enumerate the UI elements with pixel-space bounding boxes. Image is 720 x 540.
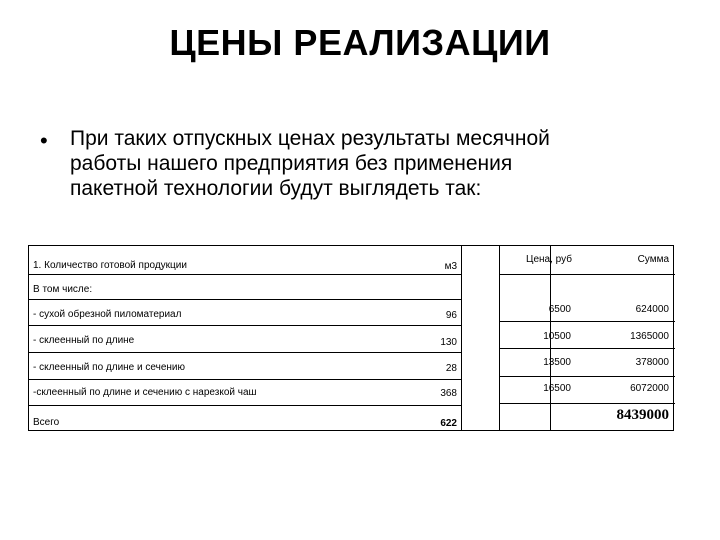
table-row-label: -склеенный по длине и сечению с нарезкой чаш [33, 387, 257, 398]
table-row-sum: 6072000 [630, 383, 669, 394]
bullet-line: работы нашего предприятия без применения [70, 152, 513, 175]
grid-line [29, 352, 461, 353]
total-qty: 622 [440, 418, 457, 429]
grid-line [29, 325, 461, 326]
grid-line [461, 246, 462, 430]
sum-header: Сумма [637, 254, 669, 265]
table-row-price: 16500 [543, 383, 571, 394]
grid-line [29, 379, 461, 380]
page-title: ЦЕНЫ РЕАЛИЗАЦИИ [169, 22, 551, 63]
table-row-sum: 1365000 [630, 331, 669, 342]
sales-table [28, 245, 674, 431]
table-row-label: - склеенный по длине [33, 335, 135, 346]
bullet-text [70, 126, 670, 201]
table-row-qty: 28 [445, 363, 457, 374]
table-row-label: - сухой обрезной пиломатериал [33, 309, 182, 320]
total-label: Всего [33, 417, 60, 428]
table-row-sum: 378000 [635, 357, 669, 368]
grid-line [499, 348, 675, 349]
table-row-qty: 96 [445, 310, 457, 321]
table-row-price: 13500 [543, 357, 571, 368]
subheader: В том числе: [33, 284, 93, 295]
grid-line [499, 403, 675, 404]
grid-line [29, 299, 461, 300]
table-row-price: 10500 [543, 331, 571, 342]
table-row-label: - склеенный по длине и сечению [33, 362, 185, 373]
total-sum: 8439000 [616, 407, 669, 423]
grid-line [499, 321, 675, 322]
grid-line [29, 405, 461, 406]
grid-line [499, 376, 675, 377]
unit-header: м3 [444, 261, 457, 272]
price-header: Цена, руб [526, 254, 572, 265]
grid-line [29, 274, 461, 275]
table-row-qty: 368 [440, 388, 457, 399]
bullet-icon: • [40, 128, 48, 153]
table-row-qty: 130 [440, 337, 457, 348]
bullet-line: При таких отпускных ценах результаты месячной [70, 127, 550, 150]
table-row-price: 6500 [548, 304, 571, 315]
grid-line [499, 274, 675, 275]
row-header-label: 1. Количество готовой продукции [33, 260, 187, 271]
bullet-line: пакетной технологии будут выглядеть так: [70, 177, 482, 200]
table-row-sum: 624000 [635, 304, 669, 315]
